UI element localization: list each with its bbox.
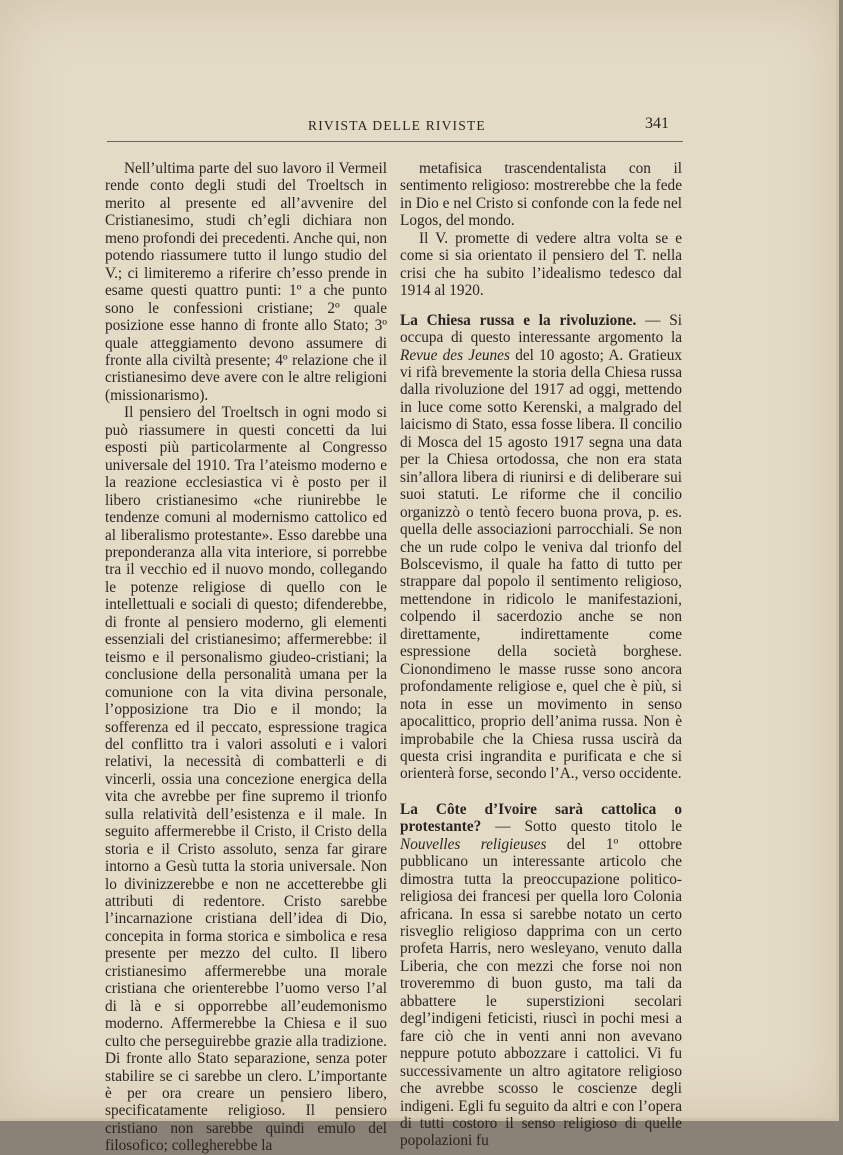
paragraph: Il V. promette di vedere altra volta se e come si sia orientato il pensiero del T. nella crisi che ha subito l’idealismo tedesco dal 1914 al 1920. [400,229,682,300]
running-title: RIVISTA DELLE RIVISTE [308,118,486,133]
header-rule [107,141,683,142]
section-cote-divoire [400,801,682,1150]
right-column [400,160,682,1150]
section-heading: La Côte d’Ivoire sarà cattolica o protestante? [400,800,682,836]
journal-title: Nouvelles religieuses [400,835,547,853]
left-column [105,160,387,1155]
journal-title: Revue des Jeunes [400,346,510,364]
paragraph: Nell’ultima parte del suo lavoro il Vermeil rende conto degli studi del Troeltsch in merito al presente ed all’avvenire del Cristianesimo, studi ch’egli dichiara non meno profondi dei precedenti. Anche qui, non potendo riassumere tutto il lungo studio del V.; ci limiteremo a riferire ch’esso prende in esame questi quattro punti: 1º a che punto sono le confessioni cristiane; 2º quale posizione esse hanno di fronte allo Stato; 3º quale atteggiamento devono assumere di fronte alla civiltà presente; 4º relazione che il cristianesimo deve avere con le altre religioni (missionarismo). [105,160,387,404]
section-text: del 1º ottobre pubblicano un interessante articolo che dimostra tutta la preoccupazione politico-religiosa dei francesi per quella loro Colonia africana. In essa si sarebbe notato un certo risveglio religioso dapprima con un certo profeta Harris, nero wesleyano, venuto dalla Liberia, che con mezzi che forse noi non troveremmo di buon gusto, ma tali da abbattere le superstizioni secolari degl’indigeni feticisti, riuscì in pochi mesi a fare ciò che in venti anni non avevano neppure potuto abbozzare i cattolici. Vi fu successivamente un altro agitatore religioso che avrebbe scosso le coscienze degli indigeni. Egli fu seguito da altri e con l’opera di tutti costoro il senso religioso di quelle popolazioni fu [400,835,682,1150]
section-russian-church [400,312,682,783]
page-number: 341 [645,115,669,132]
section-text: del 10 agosto; A. Gratieux vi rifà brevemente la storia della Chiesa russa dalla rivoluzione del 1917 ad oggi, mettendo in luce come sotto Kerenski, a malgrado del laicismo di Stato, essa fosse libera. Il concilio di Mosca del 15 agosto 1917 segna una data per la Chiesa ortodossa, che non era stata sin’allora libera di riunirsi e di deliberare sui suoi statuti. Le riforme che il concilio organizzò o tentò fecero buona prova, p. es. quella delle associazioni parrocchiali. Se non che un rude colpo le veniva dal trionfo del Bolscevismo, il quale ha fatto di tutto per strappare dal popolo il sentimento religioso, mettendone in ridicolo le manifestazioni, colpendo il sacerdozio anche se non direttamente, indirettamente come espressione della società borghese. Cionondimeno le masse russe sono ancora profondamente religiose e, quel che è più, si nota in esse un movimento in senso apocalittico, proprio dell’anima russa. Non è improbabile che la Chiesa russa uscirà da questa crisi ingrandita e purificata e che si orienterà forse, secondo l’A., verso occidente. [400,346,682,783]
section-text: — Si occupa di questo interessante argomento la [400,311,682,347]
section-heading: La Chiesa russa e la rivoluzione. [400,311,637,329]
paragraph: metafisica trascendentalista con il sentimento religioso: mostrerebbe che la fede in Dio e nel Cristo si confonde con la fede nel Logos, del mondo. [400,160,682,230]
paragraph: Il pensiero del Troeltsch in ogni modo si può riassumere in questi concetti da lui esposti più particolarmente al Congresso universale del 1910. Tra l’ateismo moderno e la reazione ecclesiastica vi è posto per il libero cristianesimo «che riunirebbe le tendenze comuni al modernismo cattolico ed al liberalismo protestante». Esso darebbe una preponderanza alla vita interiore, si porrebbe tra il vecchio ed il nuovo mondo, collegando le potenze religiose di quello con le intellettuali e sociali di questo; difenderebbe, di fronte al pensiero moderno, gli elementi essenziali del cristianesimo; affermerebbe: il teismo e il personalismo giudeo-cristiani; la conclusione della personalità umana per la comunione con la vita divina personale, l’opposizione tra Dio e il mondo; la sofferenza ed il peccato, espressione tragica del conflitto tra i valori assoluti e i valori relativi, la necessità di combatterli e di vincerli, ossia una concezione energica della vita che avrebbe per fine supremo il trionfo sulla relatività dell’esistenza e il male. In seguito affermerebbe il Cristo, il Cristo della storia e il Cristo assoluto, senza far girare intorno a Gesù tutta la storia universale. Non lo divinizzerebbe e non ne accetterebbe gli attributi di redentore. Cristo sarebbe l’incarnazione cristiana dell’idea di Dio, concepita in forma storica e simbolica e resa presente per mezzo del culto. Il libero cristianesimo affermerebbe una morale cristiana che orienterebbe l’uomo verso l’al di là e si opporrebbe all’eudemonismo moderno. Affermerebbe la Chiesa e il suo culto che perseguirebbe grazie alla tradizione. Di fronte allo Stato separazione, senza poter stabilire se ci sarebbe un clero. L’importante è per ora creare un pensiero libero, specificatamente religioso. Il pensiero cristiano non sarebbe quindi emulo del filosofico; collegherebbe la [105,404,387,1155]
section-text: — Sotto questo titolo le [481,818,682,836]
